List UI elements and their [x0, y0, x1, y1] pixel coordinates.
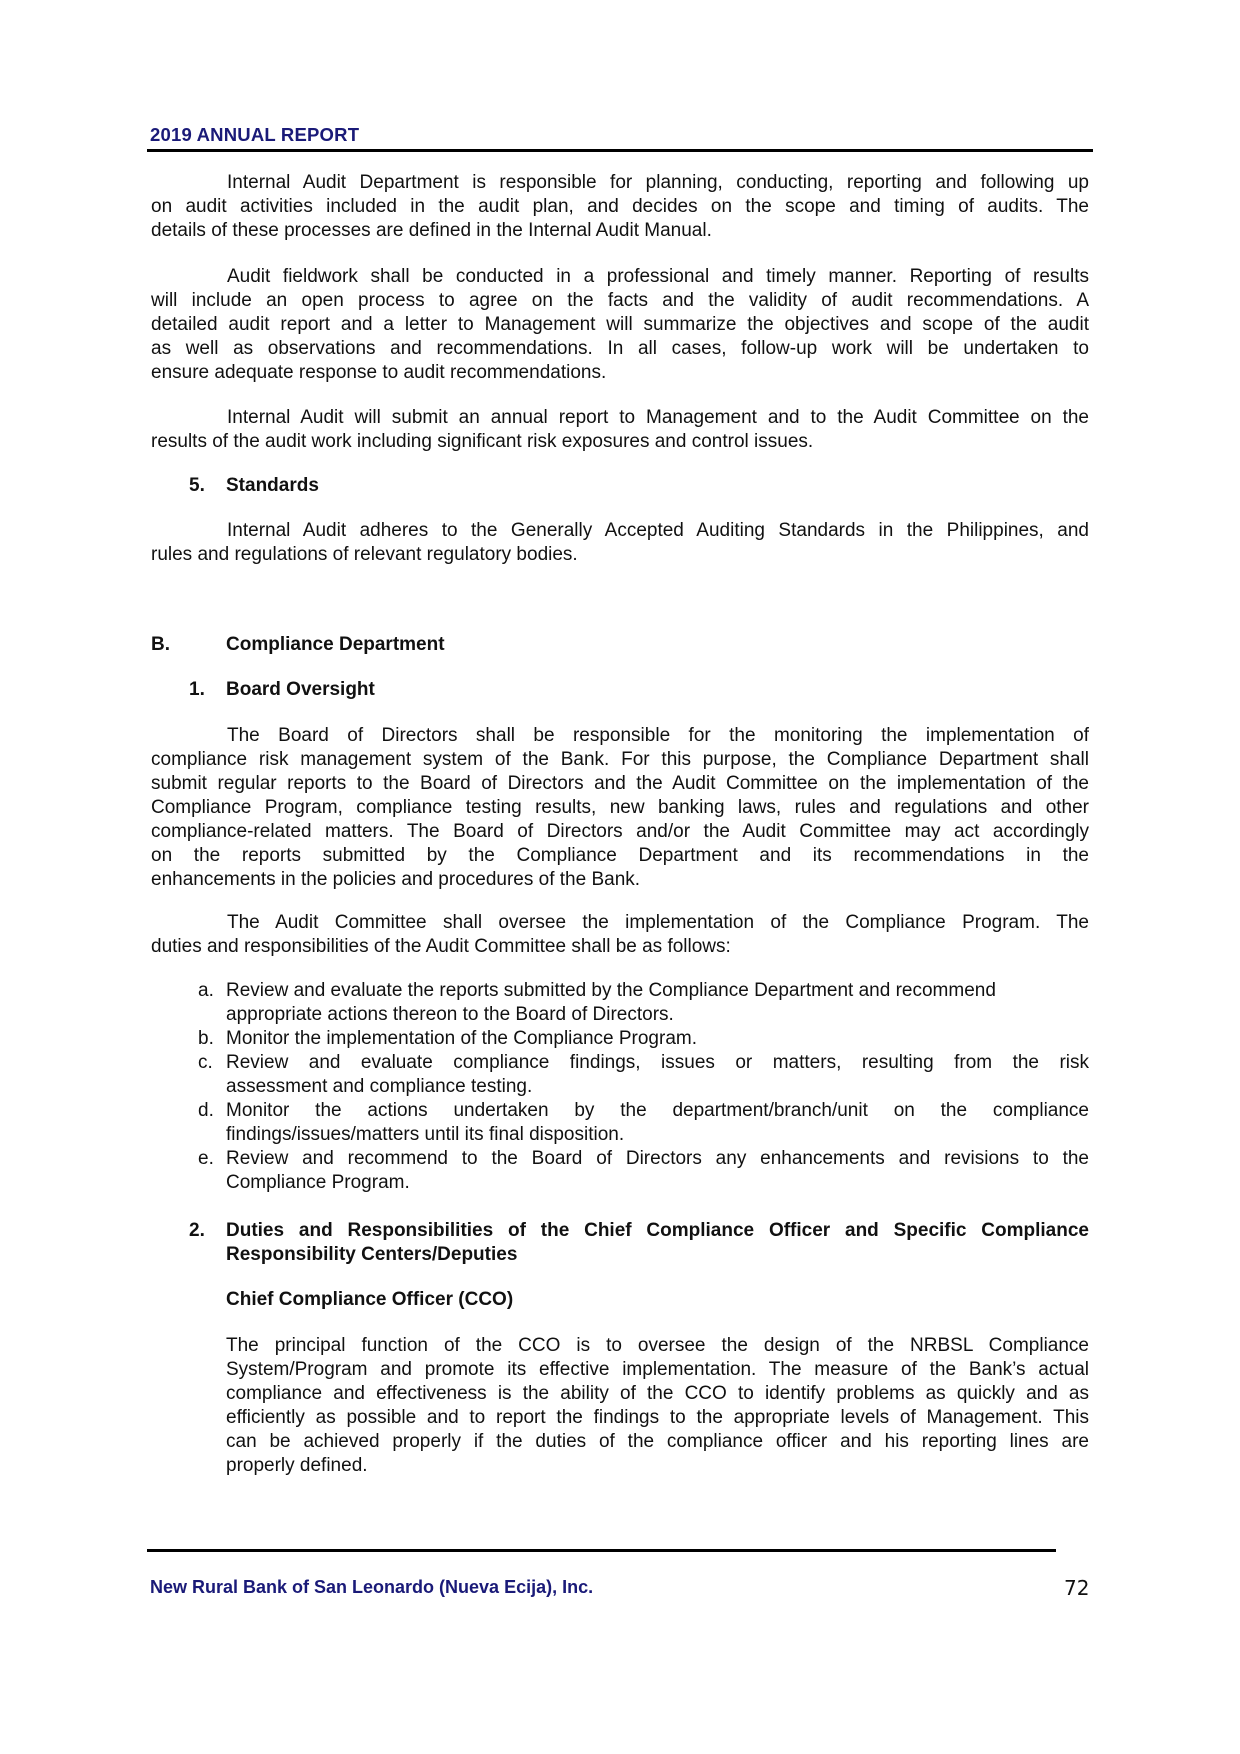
paragraph-line: properly defined. [226, 1455, 368, 1476]
footer-company-name: New Rural Bank of San Leonardo (Nueva Ecija), Inc. [150, 1577, 594, 1597]
list-item: Review and evaluate compliance findings, issues or matters, resulting from the risk [226, 1052, 1089, 1073]
list-item: appropriate actions thereon to the Board of Directors. [226, 1004, 674, 1025]
subsection-heading-duties-cont: Responsibility Centers/Deputies [226, 1244, 518, 1265]
paragraph-line: System/Program and promote its effective implementation. The measure of the Bank’s actual [226, 1359, 1089, 1380]
paragraph-line: compliance-related matters. The Board of Directors and/or the Audit Committee may act accordingly [151, 821, 1089, 842]
list-marker: e. [198, 1148, 214, 1169]
list-item: Review and recommend to the Board of Directors any enhancements and revisions to the [226, 1148, 1089, 1169]
list-item: findings/issues/matters until its final disposition. [226, 1124, 625, 1145]
paragraph-line: The Board of Directors shall be responsible for the monitoring the implementation of [227, 725, 1089, 746]
list-marker: d. [198, 1100, 214, 1121]
paragraph-line: on audit activities included in the audit plan, and decides on the scope and timing of audits. The [151, 196, 1089, 217]
paragraph-line: enhancements in the policies and procedures of the Bank. [151, 869, 641, 890]
paragraph-line: Audit fieldwork shall be conducted in a professional and timely manner. Reporting of results [227, 266, 1089, 287]
paragraph-line: as well as observations and recommendations. In all cases, follow-up work will be undertaken to [151, 338, 1089, 359]
list-item: assessment and compliance testing. [226, 1076, 533, 1097]
paragraph-line: The Audit Committee shall oversee the implementation of the Compliance Program. The [227, 912, 1089, 933]
subsection-number: 1. [189, 679, 205, 700]
section-heading-compliance: Compliance Department [226, 634, 445, 655]
list-marker: a. [198, 980, 214, 1001]
page-number: 72 [1064, 1576, 1090, 1600]
paragraph-line: on the reports submitted by the Compliance Department and its recommendations in the [151, 845, 1089, 866]
paragraph-line: The principal function of the CCO is to oversee the design of the NRBSL Compliance [226, 1335, 1089, 1356]
paragraph-line: Internal Audit Department is responsible for planning, conducting, reporting and following up [227, 172, 1089, 193]
subsection-heading-duties: Duties and Responsibilities of the Chief Compliance Officer and Specific Compliance [226, 1220, 1089, 1241]
list-item: Compliance Program. [226, 1172, 410, 1193]
subsection-heading-board-oversight: Board Oversight [226, 679, 375, 700]
paragraph-line: will include an open process to agree on the facts and the validity of audit recommendations. A [151, 290, 1089, 311]
paragraph-line: rules and regulations of relevant regulatory bodies. [151, 544, 578, 565]
paragraph-line: duties and responsibilities of the Audit Committee shall be as follows: [151, 936, 731, 957]
header-title: 2019 ANNUAL REPORT [150, 124, 360, 145]
list-item: Monitor the actions undertaken by the department/branch/unit on the compliance [226, 1100, 1089, 1121]
paragraph-line: Internal Audit adheres to the Generally Accepted Auditing Standards in the Philippines, and [227, 520, 1089, 541]
paragraph-line: can be achieved properly if the duties of the compliance officer and his reporting lines are [226, 1431, 1089, 1452]
list-item: Review and evaluate the reports submitted by the Compliance Department and recommend [226, 980, 996, 1001]
paragraph-line: details of these processes are defined in the Internal Audit Manual. [151, 220, 712, 241]
footer-rule [147, 1549, 1056, 1552]
subsection-number: 2. [189, 1220, 205, 1241]
paragraph-line: compliance risk management system of the Bank. For this purpose, the Compliance Department shall [151, 749, 1089, 770]
paragraph-line: results of the audit work including significant risk exposures and control issues. [151, 431, 814, 452]
paragraph-line: submit regular reports to the Board of Directors and the Audit Committee on the implementation of the [151, 773, 1089, 794]
paragraph-line: Compliance Program, compliance testing results, new banking laws, rules and regulations and other [151, 797, 1089, 818]
cco-heading: Chief Compliance Officer (CCO) [226, 1289, 514, 1310]
paragraph-line: compliance and effectiveness is the ability of the CCO to identify problems as quickly and as [226, 1383, 1089, 1404]
section-letter: B. [151, 634, 170, 655]
paragraph-line: detailed audit report and a letter to Management will summarize the objectives and scope of the audit [151, 314, 1089, 335]
header-rule [147, 149, 1093, 152]
paragraph-line: ensure adequate response to audit recommendations. [151, 362, 607, 383]
list-marker: b. [198, 1028, 214, 1049]
list-item: Monitor the implementation of the Compliance Program. [226, 1028, 698, 1049]
list-marker: c. [198, 1052, 213, 1073]
paragraph-line: Internal Audit will submit an annual report to Management and to the Audit Committee on the [227, 407, 1089, 428]
paragraph-line: efficiently as possible and to report the findings to the appropriate levels of Management. This [226, 1407, 1089, 1428]
section-number: 5. [189, 475, 205, 496]
section-heading-standards: Standards [226, 475, 319, 496]
